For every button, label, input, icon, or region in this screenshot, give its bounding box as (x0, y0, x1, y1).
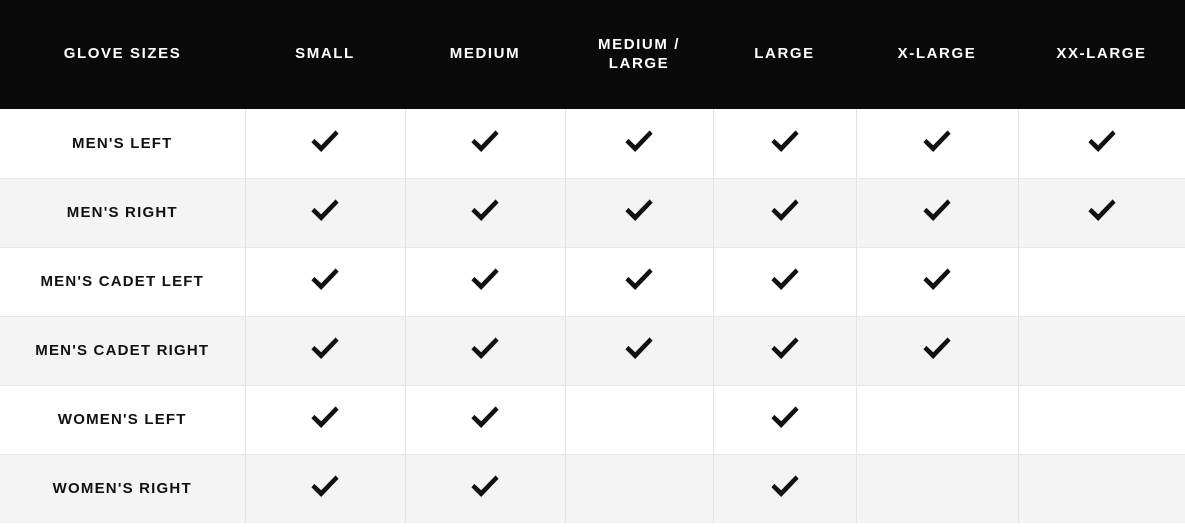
availability-cell (1018, 109, 1185, 178)
check-icon (468, 400, 502, 434)
empty-cell (1085, 331, 1119, 365)
row-label: WOMEN'S RIGHT (0, 454, 245, 523)
check-icon (920, 262, 954, 296)
availability-cell (245, 385, 405, 454)
check-icon (920, 124, 954, 158)
check-icon (768, 469, 802, 503)
availability-cell (565, 454, 713, 523)
availability-cell (1018, 316, 1185, 385)
table-body (0, 109, 1185, 523)
row-label: MEN'S RIGHT (0, 178, 245, 247)
table-row (0, 385, 1185, 454)
availability-cell (565, 385, 713, 454)
column-header-medium-large: MEDIUM / LARGE (565, 0, 713, 109)
empty-cell (920, 469, 954, 503)
availability-cell (405, 178, 565, 247)
availability-cell (1018, 385, 1185, 454)
column-header-medium: MEDIUM (405, 0, 565, 109)
availability-cell (713, 247, 856, 316)
empty-cell (1085, 400, 1119, 434)
check-icon (622, 193, 656, 227)
column-header-glove-sizes: GLOVE SIZES (0, 0, 245, 109)
check-icon (468, 124, 502, 158)
check-icon (622, 124, 656, 158)
check-icon (468, 193, 502, 227)
empty-cell (1085, 262, 1119, 296)
check-icon (920, 193, 954, 227)
check-icon (622, 331, 656, 365)
availability-cell (405, 109, 565, 178)
check-icon (920, 331, 954, 365)
table-row (0, 109, 1185, 178)
check-icon (622, 262, 656, 296)
availability-cell (856, 178, 1018, 247)
empty-cell (920, 400, 954, 434)
availability-cell (405, 247, 565, 316)
check-icon (308, 124, 342, 158)
availability-cell (856, 454, 1018, 523)
availability-cell (713, 385, 856, 454)
check-icon (308, 400, 342, 434)
availability-cell (565, 316, 713, 385)
column-header-x-large: X-LARGE (856, 0, 1018, 109)
availability-cell (565, 178, 713, 247)
column-header-large: LARGE (713, 0, 856, 109)
check-icon (1085, 124, 1119, 158)
availability-cell (405, 454, 565, 523)
check-icon (468, 262, 502, 296)
row-label: MEN'S CADET RIGHT (0, 316, 245, 385)
empty-cell (622, 469, 656, 503)
row-label: MEN'S CADET LEFT (0, 247, 245, 316)
availability-cell (245, 316, 405, 385)
column-header-small: SMALL (245, 0, 405, 109)
column-header-xx-large: XX-LARGE (1018, 0, 1185, 109)
availability-cell (245, 247, 405, 316)
check-icon (768, 193, 802, 227)
empty-cell (1085, 469, 1119, 503)
check-icon (768, 400, 802, 434)
table-row (0, 247, 1185, 316)
check-icon (468, 331, 502, 365)
empty-cell (622, 400, 656, 434)
availability-cell (713, 316, 856, 385)
check-icon (768, 262, 802, 296)
availability-cell (405, 385, 565, 454)
availability-cell (856, 247, 1018, 316)
availability-cell (245, 178, 405, 247)
availability-cell (1018, 247, 1185, 316)
availability-cell (565, 109, 713, 178)
availability-cell (1018, 454, 1185, 523)
table-row (0, 178, 1185, 247)
availability-cell (856, 385, 1018, 454)
check-icon (308, 262, 342, 296)
availability-cell (713, 178, 856, 247)
availability-cell (245, 109, 405, 178)
availability-cell (713, 109, 856, 178)
table-row (0, 454, 1185, 523)
check-icon (768, 331, 802, 365)
availability-cell (1018, 178, 1185, 247)
check-icon (768, 124, 802, 158)
table-header (0, 0, 1185, 109)
row-label: WOMEN'S LEFT (0, 385, 245, 454)
availability-cell (245, 454, 405, 523)
check-icon (468, 469, 502, 503)
row-label: MEN'S LEFT (0, 109, 245, 178)
availability-cell (713, 454, 856, 523)
table-header-row (0, 0, 1185, 109)
table-row (0, 316, 1185, 385)
availability-cell (405, 316, 565, 385)
check-icon (308, 469, 342, 503)
availability-cell (856, 316, 1018, 385)
check-icon (308, 193, 342, 227)
check-icon (1085, 193, 1119, 227)
availability-cell (856, 109, 1018, 178)
availability-cell (565, 247, 713, 316)
check-icon (308, 331, 342, 365)
